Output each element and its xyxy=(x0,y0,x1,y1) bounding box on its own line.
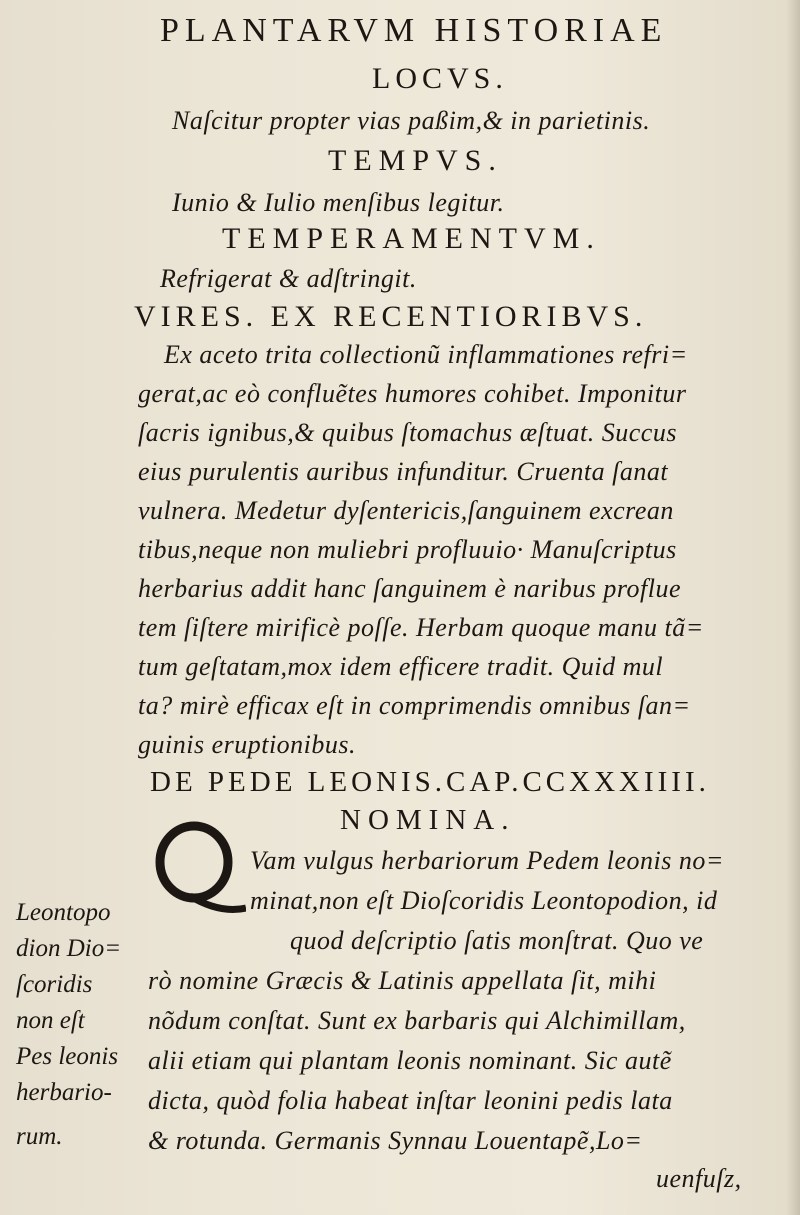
margin-note-line: herbario- xyxy=(16,1079,112,1106)
running-head: PLANTARVM HISTORIAE xyxy=(160,12,668,49)
margin-note-line: ſcoridis xyxy=(16,971,93,998)
nomina-line: nõdum conſtat. Sunt ex barbaris qui Alchimillam, xyxy=(148,1006,686,1035)
drop-cap-q xyxy=(150,818,246,914)
vires-line: herbarius addit hanc ſanguinem è naribus proflue xyxy=(138,574,682,603)
heading-temperamentum: TEMPERAMENTVM. xyxy=(222,222,601,255)
text-temperamentum: Refrigerat & adſtringit. xyxy=(160,264,417,293)
vires-line: gerat,ac eò confluẽtes humores cohibet. Imponitur xyxy=(138,379,687,408)
margin-note-line: rum. xyxy=(16,1123,63,1150)
text-locus: Naſcitur propter vias paßim,& in parietinis. xyxy=(172,106,651,135)
margin-note-line: non eſt xyxy=(16,1007,85,1034)
vires-line: tem ſiſtere mirificè poſſe. Herbam quoque manu tã= xyxy=(138,613,704,642)
nomina-line: rò nomine Græcis & Latinis appellata ſit, mihi xyxy=(148,966,657,995)
nomina-line: dicta, quòd folia habeat inſtar leonini pedis lata xyxy=(148,1086,673,1115)
heading-locus: LOCVS. xyxy=(372,62,508,95)
vires-line: tum geſtatam,mox idem efficere tradit. Quid mul xyxy=(138,652,664,681)
nomina-line: & rotunda. Germanis Synnau Louentapẽ,Lo= xyxy=(148,1126,643,1155)
page-edge-shadow xyxy=(786,0,800,1215)
vires-line: ſacris ignibus,& quibus ſtomachus æſtuat. Succus xyxy=(138,418,677,447)
vires-line: vulnera. Medetur dyſentericis,ſanguinem excrean xyxy=(138,496,674,525)
margin-note-line: Leontopo xyxy=(16,899,111,926)
margin-note-line: Pes leonis xyxy=(16,1043,119,1070)
heading-tempus: TEMPVS. xyxy=(328,144,503,177)
nomina-line: alii etiam qui plantam leonis nominant. Sic autẽ xyxy=(148,1046,672,1075)
nomina-line: Vam vulgus herbariorum Pedem leonis no= xyxy=(250,846,724,875)
vires-line: eius purulentis auribus infunditur. Cruenta ſanat xyxy=(138,457,669,486)
chapter-heading: DE PEDE LEONIS.CAP.CCXXXIIII. xyxy=(150,766,710,798)
vires-line: Ex aceto trita collectionũ inflammationes refri= xyxy=(164,340,688,369)
vires-line: ta? mirè efficax eſt in comprimendis omnibus ſan= xyxy=(138,691,691,720)
vires-line: tibus,neque non muliebri profluuio· Manuſcriptus xyxy=(138,535,677,564)
vires-line: guinis eruptionibus. xyxy=(138,730,357,759)
nomina-line: uenfuſz, xyxy=(656,1164,742,1193)
margin-note-line: dion Dio= xyxy=(16,935,122,962)
nomina-line: minat,non eſt Dioſcoridis Leontopodion, id xyxy=(250,886,718,915)
nomina-line: quod deſcriptio ſatis monſtrat. Quo ve xyxy=(290,926,704,955)
text-tempus: Iunio & Iulio menſibus legitur. xyxy=(172,188,505,217)
drop-cap-q-glyph xyxy=(150,818,246,914)
heading-vires: VIRES. EX RECENTIORIBVS. xyxy=(134,300,648,333)
heading-nomina: NOMINA. xyxy=(340,804,516,836)
